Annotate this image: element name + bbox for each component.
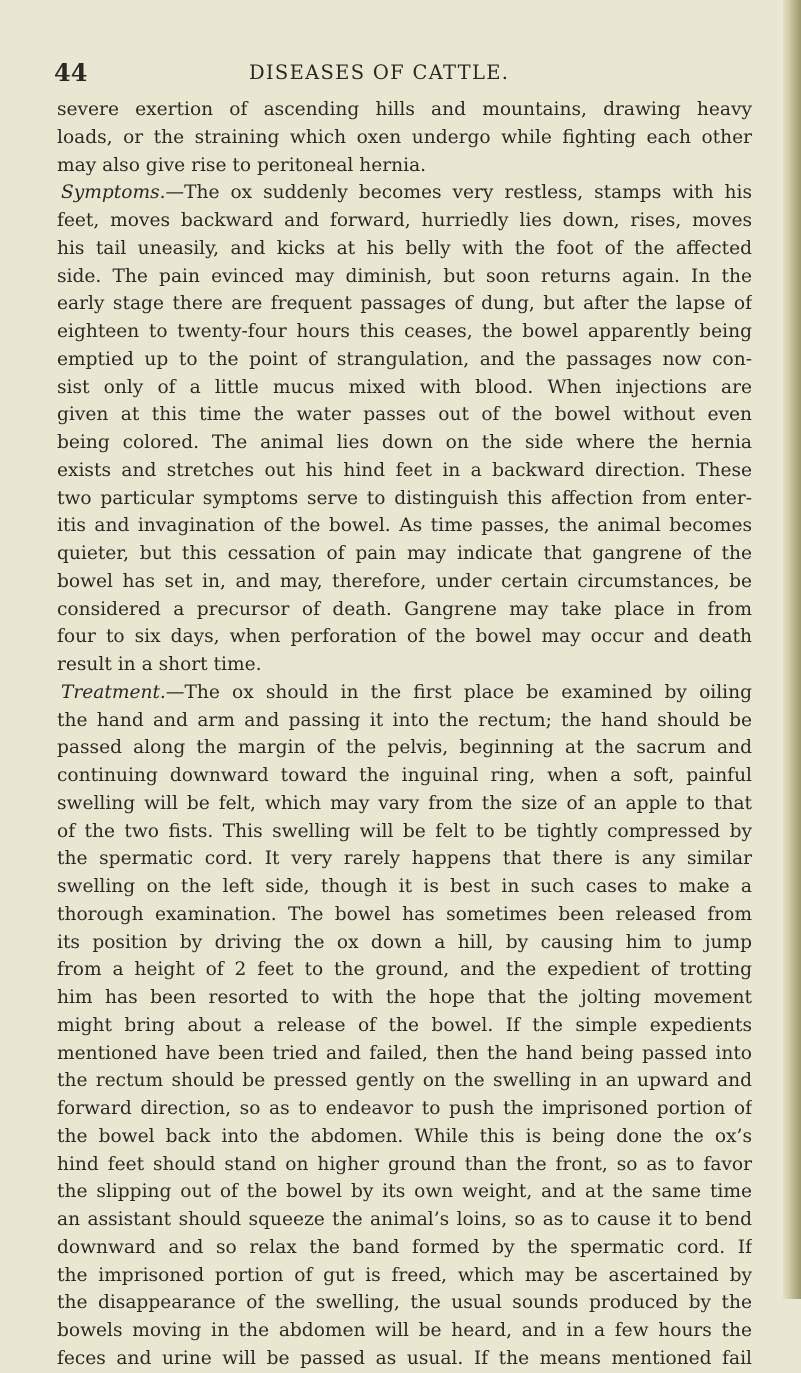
- text-run: may also give rise to peritoneal hernia.: [57, 154, 427, 176]
- text-run: the hand and arm and passing it into the rectum; the hand should be: [57, 709, 752, 731]
- text-line: [57, 623, 752, 651]
- text-run: from a height of 2 feet to the ground, and the expedient of trotting: [57, 959, 752, 981]
- text-run: four to six days, when perforation of the bowel may occur and death: [57, 626, 752, 648]
- text-line: [57, 845, 752, 873]
- text-run: swelling on the left side, though it is best in such cases to make a: [57, 876, 752, 897]
- section-heading: Treatment.: [61, 681, 166, 703]
- text-run: swelling will be felt, which may vary from the size of an apple to that: [57, 792, 752, 814]
- text-run: the slipping out of the bowel by its own weight, and at the same time: [57, 1181, 752, 1203]
- text-line: [57, 762, 752, 790]
- text-run: eighteen to twenty-four hours this ceases, the bowel apparently being: [57, 321, 752, 342]
- text-line: [57, 734, 752, 762]
- text-run: given at this time the water passes out of the bowel without even: [57, 404, 752, 426]
- body-text: [57, 96, 752, 1373]
- text-line: [57, 207, 752, 235]
- text-run: bowels moving in the abdomen will be heard, and in a few hours the: [57, 1320, 752, 1341]
- text-line: [57, 540, 752, 568]
- text-run: passed along the margin of the pelvis, beginning at the sacrum and: [57, 737, 752, 759]
- text-run: thorough examination. The bowel has sometimes been released from: [57, 903, 752, 925]
- text-line: [57, 901, 752, 929]
- text-run: severe exertion of ascending hills and mountains, drawing heavy: [57, 99, 752, 120]
- page-header: [54, 58, 744, 88]
- text-run: its position by driving the ox down a hill, by causing him to jump: [57, 931, 752, 953]
- text-run: itis and invagination of the bowel. As time passes, the animal becomes: [57, 515, 752, 537]
- text-line: [57, 235, 752, 263]
- text-run: exists and stretches out his hind feet in a backward direction. These: [57, 459, 752, 481]
- text-line: [57, 263, 752, 291]
- text-run: the rectum should be pressed gently on the swelling in an upward and: [57, 1070, 752, 1092]
- text-line: [57, 124, 752, 152]
- text-run: two particular symptoms serve to distinguish this affection from enter-: [57, 487, 752, 509]
- text-line: [57, 1262, 752, 1290]
- text-run: being colored. The animal lies down on the side where the hernia: [57, 432, 752, 453]
- text-run: result in a short time.: [57, 654, 262, 675]
- text-line: [57, 1012, 752, 1040]
- text-line: [57, 790, 752, 818]
- text-line: [57, 1095, 752, 1123]
- text-line: [57, 96, 752, 124]
- text-run: might bring about a release of the bowel. If the simple expedients: [57, 1014, 752, 1036]
- text-run: side. The pain evinced may diminish, but soon returns again. In the: [57, 265, 752, 287]
- text-line: [57, 1151, 752, 1179]
- text-run: bowel has set in, and may, therefore, under certain circumstances, be: [57, 570, 752, 592]
- text-run: sist only of a little mucus mixed with blood. When injections are: [57, 376, 752, 398]
- text-line: [57, 374, 752, 402]
- text-line: [57, 873, 752, 901]
- text-line: [57, 346, 752, 374]
- text-line: [57, 429, 752, 457]
- text-line: [57, 152, 752, 180]
- text-run: continuing downward toward the inguinal ring, when a soft, painful: [57, 765, 752, 786]
- text-run: an assistant should squeeze the animal’s loins, so as to cause it to bend: [57, 1209, 752, 1230]
- text-line: [57, 1178, 752, 1206]
- text-line: [57, 707, 752, 735]
- text-run: him has been resorted to with the hope that the jolting movement: [57, 987, 752, 1008]
- text-line: [57, 1040, 752, 1068]
- text-run: the spermatic cord. It very rarely happens that there is any similar: [57, 848, 752, 870]
- text-line: [57, 929, 752, 957]
- text-line: [57, 401, 752, 429]
- text-line: [57, 1234, 752, 1262]
- text-line: [57, 1067, 752, 1095]
- text-line: [57, 179, 752, 207]
- text-run: the imprisoned portion of gut is freed, which may be ascertained by: [57, 1264, 752, 1286]
- text-run: feces and urine will be passed as usual. If the means mentioned fail: [57, 1347, 752, 1369]
- text-line: [57, 485, 752, 513]
- text-line: [57, 457, 752, 485]
- text-run: hind feet should stand on higher ground than the front, so as to favor: [57, 1153, 752, 1175]
- text-line: [57, 596, 752, 624]
- text-line: [57, 984, 752, 1012]
- text-line: [57, 512, 752, 540]
- text-run: loads, or the straining which oxen undergo while fighting each other: [57, 126, 752, 148]
- text-line: [57, 1317, 752, 1345]
- text-line: [57, 956, 752, 984]
- section-heading: Symptoms.: [61, 182, 166, 204]
- text-line: [57, 679, 752, 707]
- text-run: considered a precursor of death. Gangrene may take place in from: [57, 598, 752, 620]
- text-run: mentioned have been tried and failed, then the hand being passed into: [57, 1042, 752, 1064]
- text-run: emptied up to the point of strangulation, and the passages now con-: [57, 348, 752, 370]
- text-line: [57, 818, 752, 846]
- page-edge: [783, 0, 801, 1299]
- text-run: —The ox should in the first place be examined by oiling: [165, 681, 752, 703]
- text-run: downward and so relax the band formed by the spermatic cord. If: [57, 1236, 752, 1258]
- text-run: quieter, but this cessation of pain may indicate that gangrene of the: [57, 543, 752, 564]
- text-run: —The ox suddenly becomes very restless, stamps with his: [165, 182, 752, 204]
- text-line: [57, 1206, 752, 1234]
- text-line: [57, 1345, 752, 1373]
- text-run: his tail uneasily, and kicks at his belly with the foot of the affected: [57, 237, 752, 259]
- text-run: of the two fists. This swelling will be felt to be tightly compressed by: [57, 820, 752, 842]
- text-line: [57, 1289, 752, 1317]
- page-number: 44: [54, 58, 88, 87]
- text-run: early stage there are frequent passages of dung, but after the lapse of: [57, 293, 752, 315]
- text-line: [57, 290, 752, 318]
- text-run: the disappearance of the swelling, the usual sounds produced by the: [57, 1292, 752, 1314]
- text-line: [57, 318, 752, 346]
- text-run: the bowel back into the abdomen. While this is being done the ox’s: [57, 1125, 752, 1147]
- text-run: feet, moves backward and forward, hurriedly lies down, rises, moves: [57, 210, 752, 231]
- text-line: [57, 568, 752, 596]
- text-run: forward direction, so as to endeavor to push the imprisoned portion of: [57, 1098, 752, 1119]
- text-line: [57, 651, 752, 679]
- running-head: DISEASES OF CATTLE.: [249, 61, 510, 84]
- text-line: [57, 1123, 752, 1151]
